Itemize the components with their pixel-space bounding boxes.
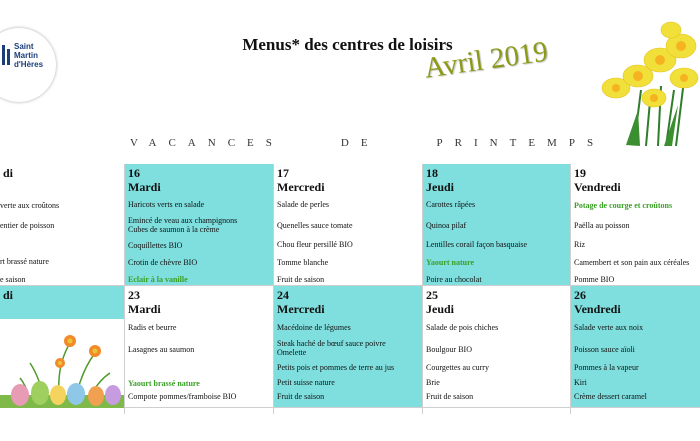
day-number: 19 <box>574 166 586 180</box>
menu-item: Brie <box>426 378 440 387</box>
menu-item: Cubes de saumon à la crème <box>128 225 220 234</box>
menu-item: Courgettes au curry <box>426 363 489 372</box>
menu-item: Paëlla au poisson <box>574 221 630 230</box>
menu-item: Omelette <box>277 348 307 357</box>
menu-item: Pommes à la vapeur <box>574 363 639 372</box>
menu-item: Salade verte aux noix <box>574 323 644 332</box>
day-name: Mercredi <box>277 302 325 316</box>
day-number: 23 <box>128 288 140 302</box>
day-number: 18 <box>426 166 438 180</box>
menu-item: Radis et beurre <box>128 323 177 332</box>
menu-item: Chou fleur persillé BIO <box>277 240 353 249</box>
day-name: di <box>3 166 14 180</box>
menu-item: Kiri <box>574 378 587 387</box>
day-header <box>0 286 124 319</box>
menu-item: entier de poisson <box>0 221 55 230</box>
menu-item: Lentilles corail façon basquaise <box>426 240 528 249</box>
day-header <box>571 164 700 197</box>
day-header <box>571 286 700 319</box>
menu-item: e saison <box>0 275 26 284</box>
logo-line: d'Hères <box>14 60 44 69</box>
day-header <box>274 164 422 197</box>
menu-item: Camembert et son pain aux céréales <box>574 258 690 267</box>
menu-item: Tomme blanche <box>277 258 329 267</box>
day-header <box>423 286 570 319</box>
page-title: Menus* des centres de loisirs <box>242 35 453 54</box>
menu-item: Haricots verts en salade <box>128 200 205 209</box>
logo-line: Martin <box>14 51 38 60</box>
grid-line <box>422 164 423 414</box>
menu-item: Fruit de saison <box>277 392 325 401</box>
menu-item: Petit suisse nature <box>277 378 335 387</box>
menu-item: rt brassé nature <box>0 257 49 266</box>
menu-item: Crotin de chèvre BIO <box>128 258 198 267</box>
menu-item: Pomme BIO <box>574 275 615 284</box>
month-title: Avril 2019 <box>422 35 550 85</box>
day-name: Vendredi <box>574 302 621 316</box>
menu-item: Fruit de saison <box>426 392 474 401</box>
holiday-heading: VACANCES DE PRINTEMPS <box>130 137 606 149</box>
day-name: Mardi <box>128 302 161 316</box>
menu-item: Potage de courge et croûtons <box>574 201 673 210</box>
menu-item: Eclair à la vanille <box>128 275 188 284</box>
day-name: Vendredi <box>574 180 621 194</box>
day-name: di <box>3 288 14 302</box>
menu-item: Poire au chocolat <box>426 275 482 284</box>
menu-item: Lasagnes au saumon <box>128 345 195 354</box>
menu-item: Fruit de saison <box>277 275 325 284</box>
daffodil-illustration <box>596 20 700 148</box>
grid-line <box>0 285 700 286</box>
easter-eggs-illustration <box>0 323 124 408</box>
menu-item: Petits pois et pommes de terre au jus <box>277 363 395 372</box>
day-header <box>423 164 570 197</box>
day-number: 16 <box>128 166 140 180</box>
day-number: 25 <box>426 288 438 302</box>
grid-line <box>124 164 125 414</box>
day-header <box>0 164 124 197</box>
menu-item: Steak haché de bœuf sauce poivre <box>277 339 386 348</box>
day-number: 26 <box>574 288 586 302</box>
menu-item: Emincé de veau aux champignons <box>128 216 238 225</box>
day-name: Jeudi <box>426 180 455 194</box>
day-name: Mardi <box>128 180 161 194</box>
menu-item: Crème dessert caramel <box>574 392 647 401</box>
menu-item: verte aux croûtons <box>0 201 60 210</box>
menu-item: Boulgour BIO <box>426 345 472 354</box>
day-header <box>125 164 273 197</box>
day-number: 24 <box>277 288 289 302</box>
menu-item: Yaourt nature <box>426 258 475 267</box>
grid-line <box>570 164 571 414</box>
grid-line <box>273 164 274 414</box>
menu-item: Salade de pois chiches <box>426 323 499 332</box>
menu-item: Compote pommes/framboise BIO <box>128 392 237 401</box>
menu-item: Salade de perles <box>277 200 329 209</box>
menu-item: Riz <box>574 240 586 249</box>
day-name: Mercredi <box>277 180 325 194</box>
menu-item: Quenelles sauce tomate <box>277 221 353 230</box>
menu-item: Coquillettes BIO <box>128 241 183 250</box>
menu-item: Carottes râpées <box>426 200 476 209</box>
menu-item: Yaourt brassé nature <box>128 379 200 388</box>
day-header <box>274 286 422 319</box>
logo-line: Saint <box>14 42 34 51</box>
day-name: Jeudi <box>426 302 455 316</box>
day-header <box>125 286 273 319</box>
menu-item: Quinoa pilaf <box>426 221 467 230</box>
menu-item: Macédoine de légumes <box>277 323 351 332</box>
day-number: 17 <box>277 166 289 180</box>
menu-item: Poisson sauce aïoli <box>574 345 635 354</box>
